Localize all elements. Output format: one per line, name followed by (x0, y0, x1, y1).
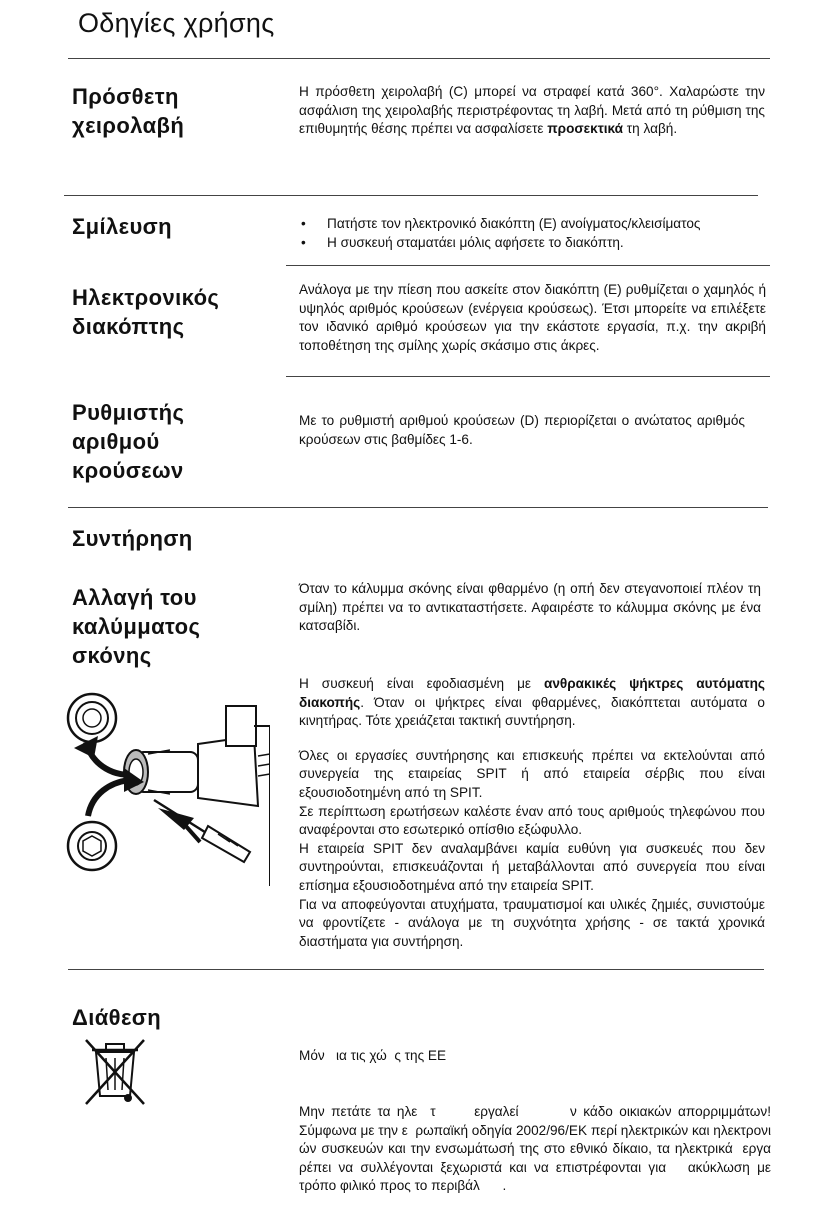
list-item: • Η συσκευή σταματάει μόλις αφήσετε το διακόπτη. (299, 233, 769, 252)
page-title: Οδηγίες χρήσης (78, 8, 275, 38)
divider (68, 507, 768, 508)
handle-text: Η πρόσθετη χειρολαβή (C) μπορεί να στραφεί κατά 360°. Χαλαρώστε την ασφάλιση της χειρολαβής περιστρέφοντας τη λαβή. Μετά από τη ρύθμιση της επιθυμητής θέσης πρέπει να ασφαλίσετε προσεκτικά τη λαβή. (299, 84, 765, 137)
divider (286, 265, 770, 266)
section-heading-disposal: Διάθεση (72, 1005, 162, 1030)
section-heading-regulator: Ρυθμιστής αριθμού κρούσεων (72, 400, 185, 483)
regulator-text: Με το ρυθμιστή αριθμού κρούσεων (D) περιορίζεται ο ανώτατος αριθμός κρούσεων στις βαθμίδες 1-6. (299, 413, 745, 447)
divider (286, 376, 770, 377)
section-heading-switch: Ηλεκτρονικός διακόπτης (72, 285, 220, 339)
dust-cap-text: Όταν το κάλυμμα σκόνης είναι φθαρμένο (η οπή δεν στεγανοποιεί πλέον τη σμίλη) πρέπει να το αντικαταστήσετε. Αφαιρέστε το κάλυμμα σκόνης με ένα κατσαβίδι. (299, 581, 761, 634)
divider (68, 58, 770, 59)
section-heading-maintenance: Συντήρηση (72, 526, 193, 551)
dust-cap-replacement-illustration (58, 666, 270, 902)
brushes-text: Η συσκευή είναι εφοδιασμένη με ανθρακικές ψήκτρες αυτόματης διακοπής. Όταν οι ψήκτρες είναι φθαρμένες, διακόπτεται αυτόματα ο κινητήρας. Τότε χρειάζεται τακτική συντήρηση. Όλες οι εργασίες συντήρησης και επισκευής πρέπει να εκτελούνται από συνεργεία της εταιρείας SPIT ή από εταιρεία σέρβις που είναι εξουσιοδοτημένη από τη SPIT. Σε περίπτωση ερωτήσεων καλέστε έναν από τους αριθμούς τηλεφώνου που αναφέρονται στο εσωτερικό οπίσθιο εξώφυλλο. Η εταιρεία SPIT δεν αναλαμβάνει καμία ευθύνη για συσκευές που δεν συντηρούνται, επισκευάζονται ή μεταβάλλονται από συνεργεία που είναι επίσημα εξουσιοδοτημένα από την εταιρεία SPIT. Για να αποφεύγονται ατυχήματα, τραυματισμοί και υλικές ζημιές, συνιστούμε να φροντίζετε - ανάλογα με τη συχνότητα χρήσης - σε τακτά χρονικά διαστήματα για συντήρηση. (299, 676, 765, 949)
divider (64, 195, 758, 196)
list-item: • Πατήστε τον ηλεκτρονικό διακόπτη (E) ανοίγματος/κλεισίματος (299, 214, 769, 233)
section-heading-chiseling: Σμίλευση (72, 214, 172, 239)
disposal-text: Μόν ια τις χώ ς της ΕΕ Μην πετάτε τα ηλε τ εργαλεί ν κάδο οικιακών απορριμμάτων! Σύμφωνα με την ε ρωπαϊκή οδηγία 2002/96/ΕΚ περί ηλεκτρικών και ηλεκτρονι ών συσκευών και την ενσωμάτωσή της στο εθνικό δίκαιο, τα ηλεκτρικά εργα ρέπει να συλλέγονται ξεχωριστά και να επιστρέφονται για ακύκλωση με τρόπο φιλικό προς το περιβάλ . (299, 1048, 809, 1194)
switch-text: Ανάλογα με την πίεση που ασκείτε στον διακόπτη (E) ρυθμίζεται ο χαμηλός ή υψηλός αριθμός κρούσεων (ενέργεια κρούσεως). Έτσι μπορείτε να επιλέξετε τον ιδανικό αριθμό κρούσεων για την εκάστοτε εργασία, π.χ. την ακριβή τοποθέτηση της σμίλης χωρίς σκάσιμο στις άκρες. (299, 282, 766, 353)
section-heading-handle: Πρόσθετη χειρολαβή (72, 84, 185, 138)
weee-crossed-bin-icon (82, 1036, 148, 1108)
divider (68, 969, 764, 970)
chiseling-list (299, 214, 769, 252)
section-heading-dust-cap: Αλλαγή του καλύμματος σκόνης (72, 585, 201, 668)
